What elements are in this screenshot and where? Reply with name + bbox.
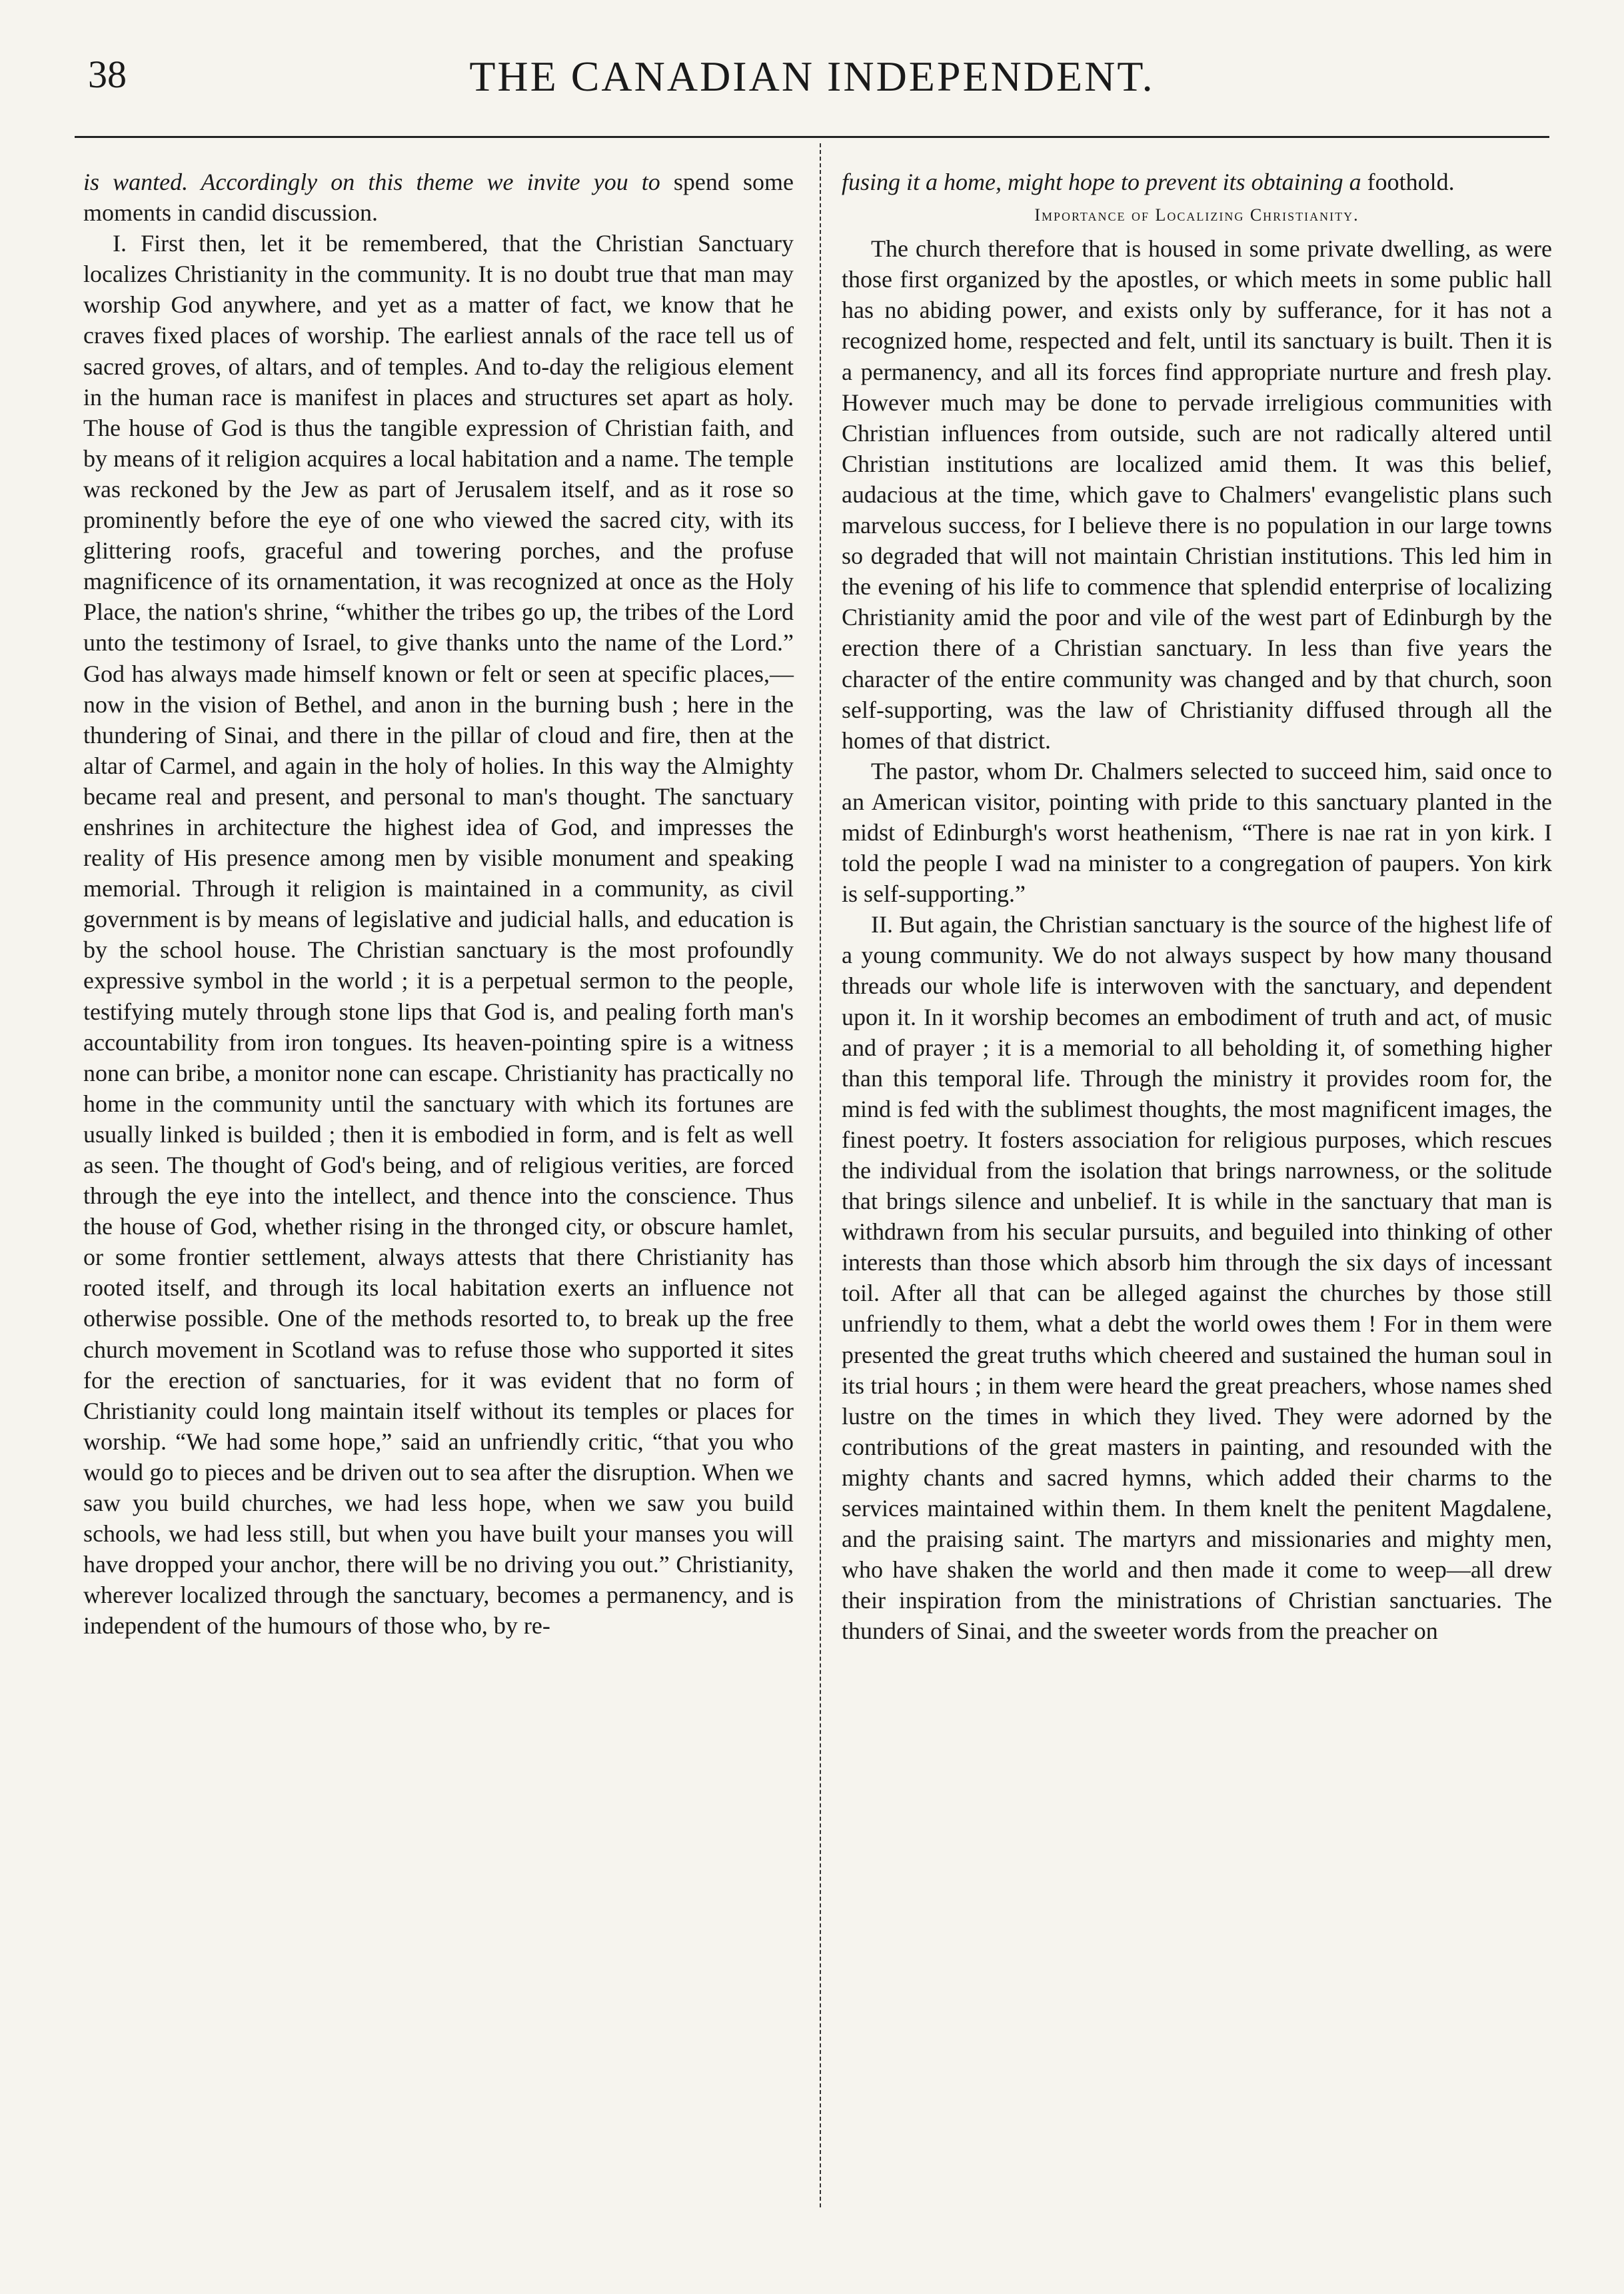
right-paragraph-1-italic: fusing it a home, might hope to prevent its obtaining a: [842, 169, 1361, 195]
column-divider: [820, 143, 821, 2207]
left-paragraph-1-rest: spend some moments in candid discussion.: [83, 169, 794, 227]
right-paragraph-1-rest: foothold.: [1361, 169, 1455, 195]
left-column: [83, 167, 794, 1642]
header-rule: [75, 136, 1549, 138]
left-paragraph-1-italic: is wanted. Accordingly on this theme we invite you to: [83, 169, 660, 195]
right-column: [842, 167, 1552, 1647]
left-paragraph-2: I. First then, let it be remembered, that the Christian Sanctuary localizes Christianity in the community. It is no doubt true that man may worship God anywhere, and yet as a matter of fact, we know that he craves fixed places of worship. The earliest annals of the race tell us of sacred groves, of altars, and of temples. And to-day the religious element in the human race is manifest in places and structures set apart as holy. The house of God is thus the tangible expression of Christian faith, and by means of it religion acquires a local habitation and a name. The temple was reckoned by the Jew as part of Jerusalem itself, and as it rose so prominently before the eye of one who viewed the sacred city, with its glittering roofs, graceful and towering porches, and the profuse magnificence of its ornamentation, it was recognized at once as the Holy Place, the nation's shrine, “whither the tribes go up, the tribes of the Lord unto the testimony of Israel, to give thanks unto the name of the Lord.” God has always made himself known or felt or seen at specific places,—now in the vision of Bethel, and anon in the burning bush ; here in the thundering of Sinai, and there in the pillar of cloud and fire, then at the altar of Carmel, and again in the holy of holies. In this way the Almighty became real and present, and personal to man's thought. The sanctuary enshrines in architecture the highest idea of God, and impresses the reality of His presence among men by visible monument and speaking memorial. Through it religion is maintained in a community, as civil government is by means of legislative and judicial halls, and education is by the school house. The Christian sanctuary is the most profoundly expressive symbol in the world ; it is a perpetual sermon to the people, testifying mutely through stone lips that God is, and pealing forth man's accountability from iron tongues. Its heaven-pointing spire is a witness none can bribe, a monitor none can escape. Christianity has practically no home in the community until the sanctuary with which its fortunes are usually linked is builded ; then it is embodied in form, and is felt as well as seen. The thought of God's being, and of religious verities, are forced through the eye into the intellect, and thence into the conscience. Thus the house of God, whether rising in the thronged city, or obscure hamlet, or some frontier settlement, always attests that there Christianity has rooted itself, and through its local habitation exerts an influence not otherwise possible. One of the methods resorted to, to break up the free church movement in Scotland was to refuse those who supported it sites for the erection of sanctuaries, for it was evident that no form of Christianity could long maintain itself without its temples or places for worship. “We had some hope,” said an unfriendly critic, “that you who would go to pieces and be driven out to sea after the disruption. When we saw you build churches, we had less hope, when we saw you build schools, we had less still, but when you have built your manses you will have dropped your anchor, there will be no driving you out.” Christianity, wherever localized through the sanctuary, becomes a permanency, and is independent of the humours of those who, by re-: [83, 230, 794, 1640]
page-number: 38: [88, 53, 127, 96]
section-heading: Importance of Localizing Christianity.: [1034, 205, 1359, 225]
right-paragraph-4: II. But again, the Christian sanctuary is the source of the highest life of a young community. We do not always suspect by how many thousand threads our whole life is interwoven with the sanctuary, and dependent upon it. In it worship becomes an embodiment of truth and act, of music and of prayer ; it is a memorial to all beholding it, of something higher than this temporal life. Through the ministry it provides room for, the mind is fed with the sublimest thoughts, the most magnificent images, the finest poetry. It fosters association for religious purposes, which rescues the individual from the isolation that brings narrowness, or the solitude that brings silence and unbelief. It is while in the sanctuary that man is withdrawn from his secular pursuits, and beguiled into thinking of other interests than those which absorb him through the six days of incessant toil. After all that can be alleged against the churches by those still unfriendly to them, what a debt the world owes them ! For in them were presented the great truths which cheered and sustained the human soul in its trial hours ; in them were heard the great preachers, whose names shed lustre on the times in which they lived. They were adorned by the contributions of the great masters in painting, and resounded with the mighty chants and sacred hymns, which added their charms to the services maintained within them. In them knelt the penitent Magdalene, and the praising saint. The martyrs and missionaries and mighty men, who have shaken the world and then made it come to weep—all drew their inspiration from the ministrations of Christian sanctuaries. The thunders of Sinai, and the sweeter words from the preacher on: [842, 911, 1552, 1645]
journal-title: THE CANADIAN INDEPENDENT.: [469, 53, 1155, 100]
right-paragraph-3: The pastor, whom Dr. Chalmers selected to succeed him, said once to an American visitor, pointing with pride to this sanctuary planted in the midst of Edinburgh's worst heathenism, “There is nae rat in yon kirk. I told the people I wad na minister to a congregation of paupers. Yon kirk is self-supporting.”: [842, 757, 1552, 908]
right-paragraph-2: The church therefore that is housed in some private dwelling, as were those first organized by the apostles, or which meets in some public hall has no abiding power, and exists only by sufferance, for it has not a recognized home, respected and felt, until its sanctuary is built. Then it is a permanency, and all its forces find appropriate nurture and fresh play. However much may be done to pervade irreligious communities with Christian influences from outside, such are not radically altered until Christian institutions are localized amid them. It was this belief, audacious at the time, which gave to Chalmers' evangelistic plans such marvelous success, for I believe there is no population in our large towns so degraded that will not maintain Christian institutions. This led him in the evening of his life to commence that splendid enterprise of localizing Christianity amid the poor and vile of the west part of Edinburgh by the erection there of a Christian sanctuary. In less than five years the character of the entire community was changed and by that church, soon self-supporting, was the law of Christianity diffused through all the homes of that district.: [842, 235, 1552, 754]
page-header: [0, 52, 1624, 112]
right-paragraph-1: [842, 167, 1552, 197]
left-paragraph-1: [83, 167, 794, 228]
